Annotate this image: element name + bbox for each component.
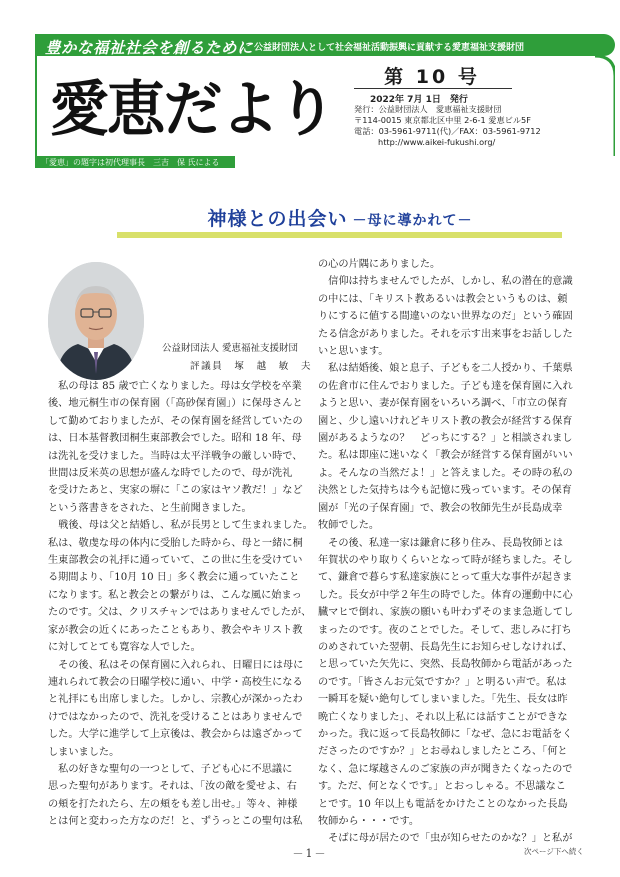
- article-line: 私は結婚後、娘と息子、子どもを二人授かり、千葉県: [318, 363, 573, 375]
- article-line: その後、私はその保育園に入れられ、日曜日には母に: [48, 659, 304, 671]
- article-line: のめされていた翌朝、長島先生にお知らせしなければ、: [318, 641, 573, 653]
- article-line: る期間より、「10月 10 日」多く教会に通っていたこと: [48, 572, 300, 584]
- masthead-title: 愛恵だより: [50, 75, 335, 145]
- header-subtitle: 公益財団法人として社会福祉活動振興に貢献する愛恵福祉支援財団: [254, 43, 525, 53]
- article-line: けではなかったので、洗礼を受けることはありませんで: [48, 711, 303, 723]
- issue-divider: [354, 88, 512, 89]
- headline-underline: [117, 232, 562, 238]
- article-line: そばに母が居たので「虫が知らせたのかな？」と私が: [318, 833, 573, 845]
- article-line: 決然とした気持ちは今も記憶に残っています。その保育: [318, 485, 572, 497]
- article-line: ようと思い、妻が保育園をいろいろ調べ、「市立の保育: [318, 398, 568, 410]
- article-line: なく、急に塚越さんのご家族の声が聞きたくなったので: [318, 763, 573, 775]
- calligraphy-note-bar: [35, 156, 235, 168]
- article-line: す。ただ、何となくです。」とおっしゃる。不思議なこ: [318, 781, 566, 793]
- article-line: に対してとても寛容な人でした。: [48, 642, 201, 654]
- article-line: 園があるようなの？ どっちにする？」と相談されまし: [318, 433, 573, 445]
- article-line: は洗礼を受けました。当時は太平洋戦争の厳しい時で、: [48, 450, 303, 462]
- article-line: のです。「皆さんお元気ですか？」と明るい声で。私は: [318, 676, 567, 688]
- article-line: 牧師でした。: [318, 520, 380, 532]
- article-line: て、鎌倉で暮らす私達家族にとって重大な事件が起きま: [318, 572, 573, 584]
- article-column-left: [48, 378, 313, 831]
- article-line: よ。そんなの当然だよ！」と答えました。その時の私の: [318, 467, 573, 479]
- article-line: 年賀状のやり取りくらいとなって時が経ちました。そし: [318, 554, 573, 566]
- article-line: その後、私達一家は鎌倉に移り住み、長島牧師とは: [318, 537, 564, 549]
- article-headline: [120, 204, 560, 231]
- article-line: 後、地元桐生市の保育園（「高砂保育園」）に保母さんと: [48, 398, 303, 410]
- article-line: 信仰は持ちませんでしたが、しかし、私の潜在的意識: [318, 276, 573, 288]
- article-line: 臓マヒで倒れ、家族の願いも叶わずそのまま急逝してし: [318, 607, 574, 619]
- author-organization: 公益財団法人 愛恵福祉支援財団: [162, 343, 299, 354]
- article-line: いと思います。: [318, 346, 389, 358]
- article-line: たる信念がありました。それを示す出来事をお話しした: [318, 328, 573, 340]
- article-line: 思った聖句があります。それは、「汝の敵を愛せよ、右: [48, 781, 297, 793]
- article-line: 戦後、母は父と結婚し、私が長男として生まれました。: [48, 520, 313, 532]
- article-line: した。長女が中学２年生の時でした。体育の運動中に心: [318, 589, 573, 601]
- article-line: た。私は即座に迷いなく「教会が経営する保育園がいい: [318, 450, 573, 462]
- issue-number: 第 10 号: [384, 66, 480, 88]
- website-url[interactable]: http://www.aikei-fukushi.org/: [378, 137, 496, 147]
- author-photo: [48, 262, 144, 380]
- article-subtitle: －母に導かれて－: [352, 213, 473, 229]
- article-line: 連れられて教会の日曜学校に通い、中学・高校生になる: [48, 676, 303, 688]
- page-number: －1－: [292, 847, 328, 860]
- header-tagline: 豊かな福祉社会を創るために: [45, 39, 254, 57]
- article-line: と思っていた矢先に、突然、長島牧師から電話があった: [318, 659, 573, 671]
- article-line: の佐倉市に住んでおりました。子ども達を保育園に入れ: [318, 380, 573, 392]
- continued-note: 次ページ下へ続く: [524, 847, 584, 856]
- article-title: 神様との出会い: [207, 208, 348, 230]
- article-line: になります。私と教会との繋がりは、こんな風に始まっ: [48, 589, 302, 601]
- calligraphy-note: 「愛恵」の題字は初代理事長 三吉 保 氏による: [41, 158, 220, 167]
- article-line: 家が教会の近くにあったこともあり、教会やキリスト教: [48, 624, 303, 636]
- article-line: という落書きをされた、と生前聞きました。: [48, 502, 252, 514]
- author-name: 評議員 塚 越 敏 夫: [190, 361, 313, 372]
- article-line: まったのです。夜のことでした。そして、悲しみに打ち: [318, 624, 572, 636]
- article-line: 世間は反米英の思想が盛んな時でしたので、母が洗礼: [48, 468, 293, 480]
- article-line: 園が「光の子保育園」で、教会の牧師先生が長島成幸: [318, 502, 563, 514]
- publish-date: 2022年 7月 1日 発行: [370, 95, 468, 105]
- article-line: 晩亡くなりました」、それ以上私には話すことができな: [318, 711, 568, 723]
- article-line: と礼拝にも出席しました。しかし、宗教心が深かったわ: [48, 694, 303, 706]
- article-line: 私の好きな聖句の一つとして、子ども心に不思議に: [48, 763, 293, 775]
- article-line: は、日本基督教団桐生東部教会でした。昭和 18 年、母: [48, 433, 302, 445]
- article-line: かった。我に返って長島牧師に「なぜ、急にお電話をく: [318, 728, 573, 740]
- article-column-right: [318, 256, 576, 848]
- phone-fax: 電話：03-5961-9711(代)／FAX：03-5961-9712: [354, 126, 541, 136]
- article-line: とは何と変わった方なのだ！と、ずうっとこの聖句は私: [48, 816, 303, 828]
- portrait-image: [48, 262, 144, 380]
- article-line: の心の片隅にありました。: [318, 259, 441, 270]
- article-line: の中には、「キリスト教あるいは教会というものは、頼: [318, 293, 568, 305]
- article-line: を受けたあと、実家の塀に「この家はヤソ教だ！」など: [48, 485, 303, 497]
- article-line: して勤めておりましたが、その保育園を経営していたの: [48, 415, 303, 427]
- article-line: ださったのですか？」とお尋ねしましたところ、「何と: [318, 746, 568, 758]
- article-line: 私は、敬虔な母の体内に受胎した時から、母と一緒に桐: [48, 537, 303, 549]
- article-line: した。大学に進学して上京後は、教会からは遠ざかって: [48, 729, 303, 741]
- article-line: 生東部教会の礼拝に通っていて、この世に生を受けてい: [48, 555, 303, 567]
- article-line: 牧師から・・・です。: [318, 816, 420, 827]
- article-line: の頬を打たれたら、左の頬をも差し出せ。」等々、神様: [48, 798, 298, 810]
- article-line: とです。10 年以上も電話をかけたことのなかった長島: [318, 798, 568, 810]
- article-line: しまいました。: [48, 746, 120, 758]
- address: 〒114-0015 東京都北区中里 2-6-1 愛恵ビル5F: [354, 115, 531, 125]
- article-line: 一瞬耳を疑い絶句してしまいました。「先生、長女は昨: [318, 694, 568, 706]
- article-line: りにするに値する間違いのない世界なのだ」という確固: [318, 311, 573, 323]
- article-line: 私の母は 85 歳で亡くなりました。母は女学校を卒業: [48, 381, 302, 392]
- article-line: 園と、少し遠いけれどキリスト教の教会が経営する保育: [318, 415, 573, 427]
- article-line: たのです。父は、クリスチャンではありませんでしたが、: [48, 607, 312, 619]
- publisher: 発行：公益財団法人 愛恵福祉支援財団: [354, 104, 502, 114]
